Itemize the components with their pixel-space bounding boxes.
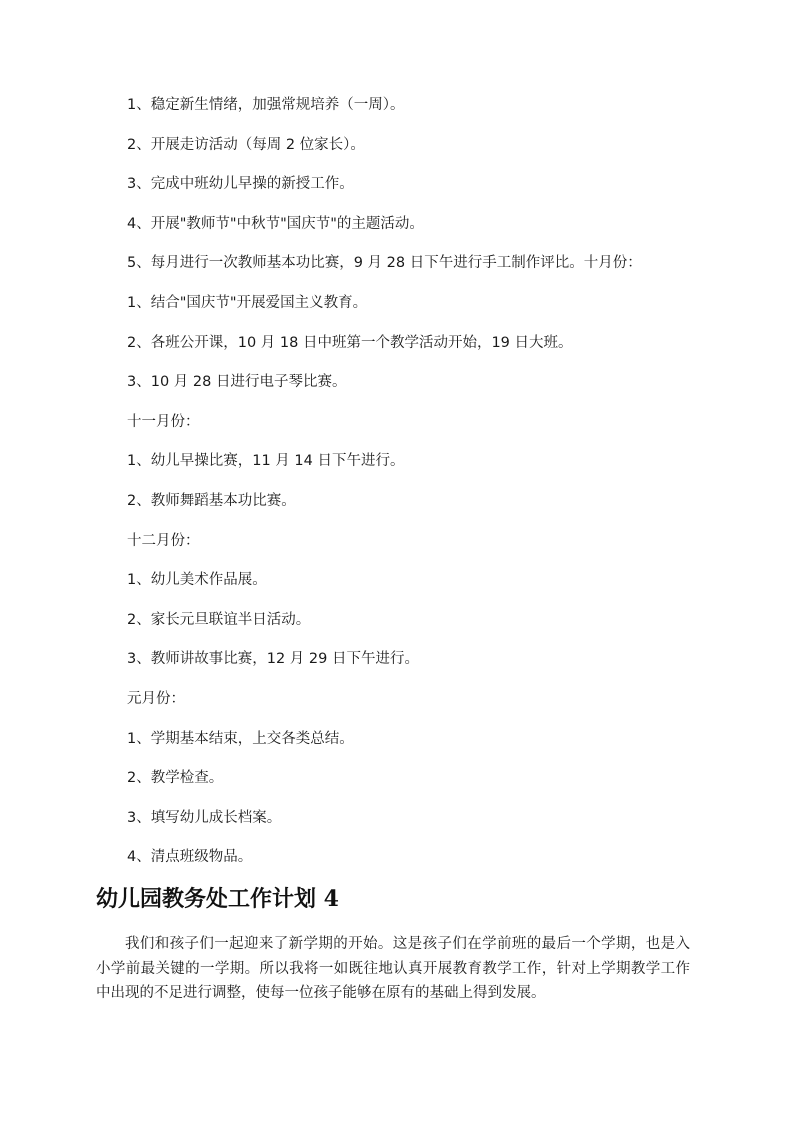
month-heading: 十二月份： (127, 532, 200, 549)
plan-line: 2、各班公开课，10 月 18 日中班第一个教学活动开始，19 日大班。 (127, 334, 573, 351)
month-heading: 元月份： (127, 690, 185, 707)
plan-line: 3、教师讲故事比赛，12 月 29 日下午进行。 (127, 651, 419, 668)
month-heading: 十一月份： (127, 413, 200, 430)
plan-line: 5、每月进行一次教师基本功比赛，9 月 28 日下午进行手工制作评比。十月份： (127, 255, 642, 272)
plan-line: 4、开展"教师节"中秋节"国庆节"的主题活动。 (127, 215, 424, 232)
plan-line: 3、完成中班幼儿早操的新授工作。 (127, 176, 354, 193)
plan-line: 2、家长元旦联谊半日活动。 (127, 611, 311, 628)
plan-list (0, 92, 794, 884)
plan-line: 1、结合"国庆节"开展爱国主义教育。 (127, 294, 368, 311)
plan-line: 2、开展走访活动（每周 2 位家长）。 (127, 136, 365, 153)
plan-line: 1、学期基本结束，上交各类总结。 (127, 730, 354, 747)
plan-line: 3、填写幼儿成长档案。 (127, 809, 282, 826)
plan-line: 1、幼儿美术作品展。 (127, 572, 267, 589)
section-paragraph: 我们和孩子们一起迎来了新学期的开始。这是孩子们在学前班的最后一个学期，也是入小学前最关键的一学期。所以我将一如既往地认真开展教育教学工作，针对上学期教学工作中出现的不足进行调整，使每一位孩子能够在原有的基础上得到发展。 (96, 936, 690, 1001)
plan-line: 1、幼儿早操比赛，11 月 14 日下午进行。 (127, 453, 405, 470)
plan-line: 4、清点班级物品。 (127, 849, 253, 866)
section-title: 幼儿园教务处工作计划 4 (96, 886, 339, 912)
plan-line: 2、教师舞蹈基本功比赛。 (127, 492, 296, 509)
plan-line: 3、10 月 28 日进行电子琴比赛。 (127, 374, 347, 391)
plan-line: 2、教学检查。 (127, 770, 224, 787)
plan-line: 1、稳定新生情绪，加强常规培养（一周）。 (127, 97, 405, 113)
